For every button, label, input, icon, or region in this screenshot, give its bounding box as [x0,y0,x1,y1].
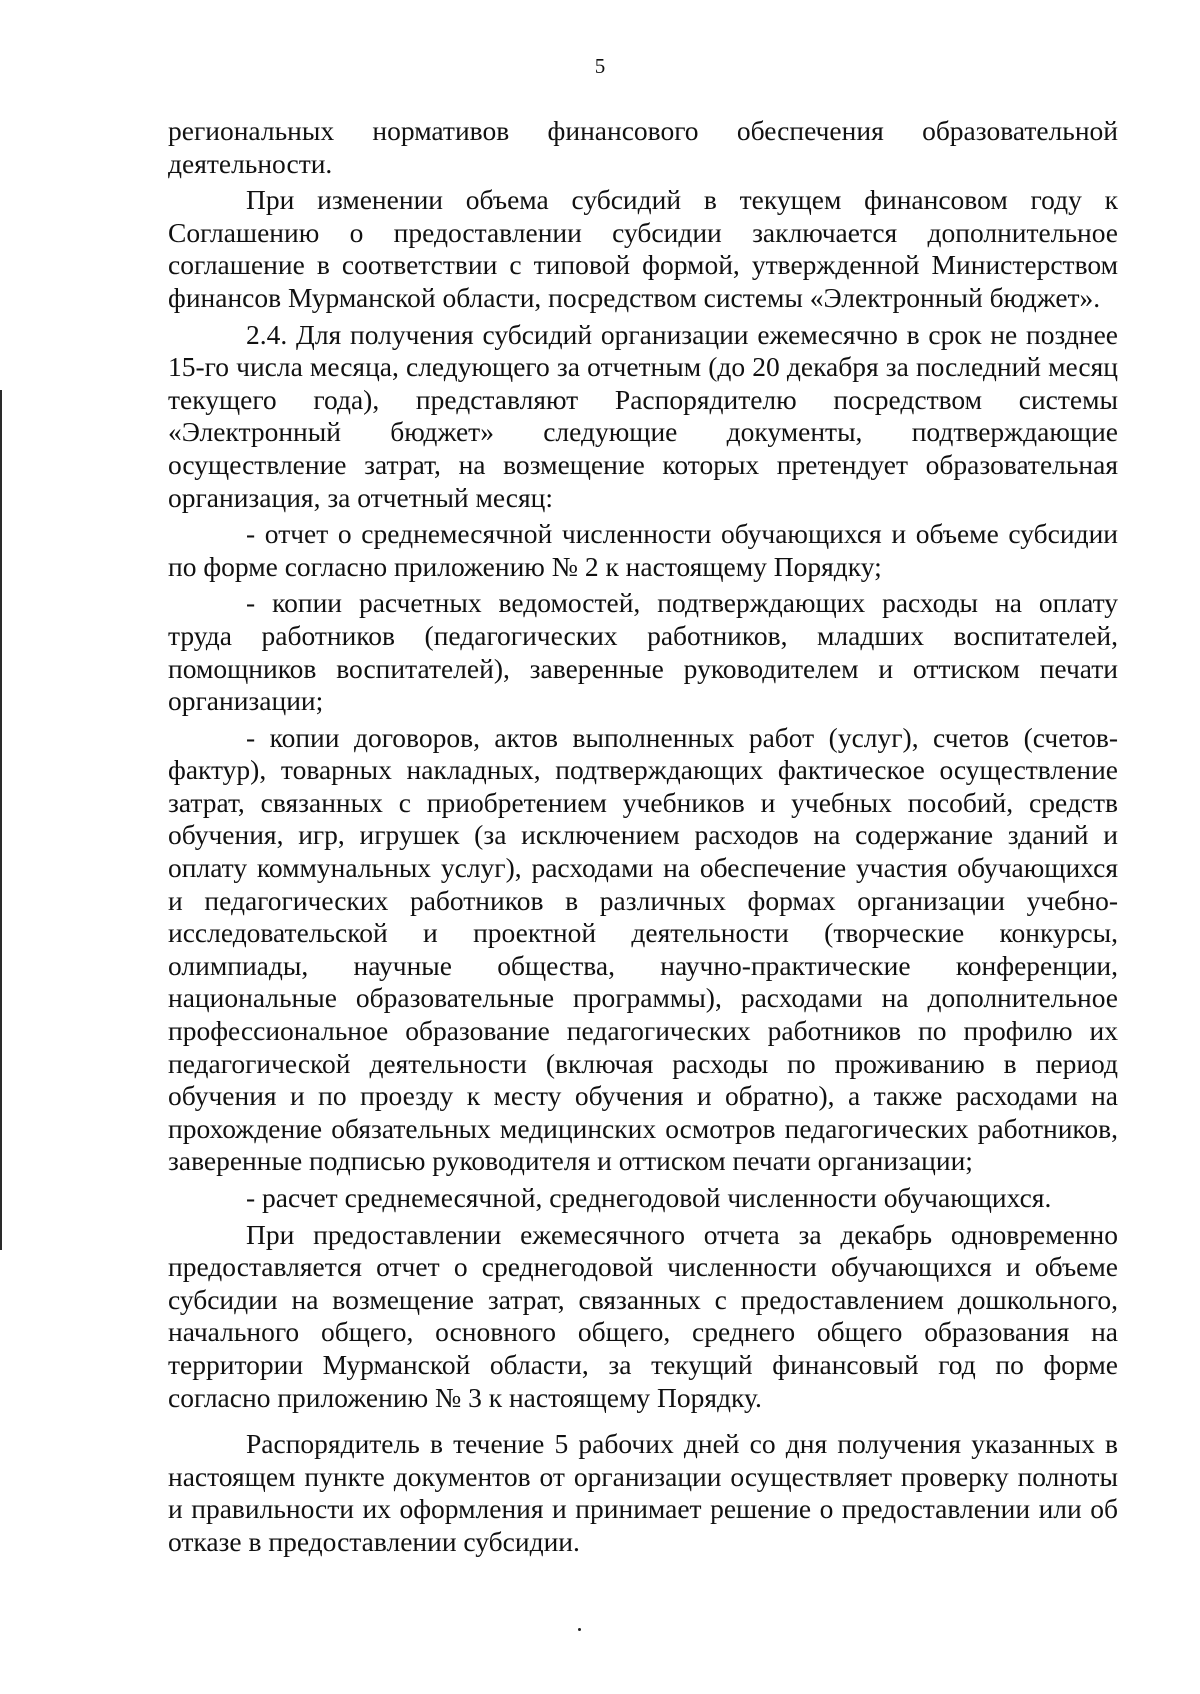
page-number: 5 [594,54,606,78]
paragraph-review: Распорядитель в течение 5 рабочих дней со дня получения указанных в настоящем пункте документов от организации осуществляет проверку полноты и правильности их оформления и принимает решение о предоставлении или об отказе в предоставлении субсидии. [168,1428,1118,1557]
paragraph-subsidy-change: При изменении объема субсидий в текущем финансовом году к Соглашению о предоставлении субсидии заключается дополнительное соглашение в соответствии с типовой формой, утвержденной Министерством финансов Мурманской области, посредством системы «Электронный бюджет». [168,184,1118,313]
paragraph-december-report: При предоставлении ежемесячного отчета за декабрь одновременно предоставляется отчет о среднегодовой численности обучающихся и объеме субсидии на возмещение затрат, связанных с предоставлением дошкольного, начального общего, основного общего, среднего общего образования на территории Мурманской области, за текущий финансовый год по форме согласно приложению № 3 к настоящему Порядку. [168,1218,1118,1413]
list-item-payroll-copies: - копии расчетных ведомостей, подтверждающих расходы на оплату труда работников (педагогических работников, младших воспитателей, помощников воспитателей), заверенные руководителем и оттиском печати организации; [168,587,1118,717]
paragraph-continuation: региональных нормативов финансового обеспечения образовательной деятельности. [168,115,1118,179]
list-item-report: - отчет о среднемесячной численности обучающихся и объеме субсидии по форме согласно приложению № 2 к настоящему Порядку; [168,518,1118,582]
list-item-calculation: - расчет среднемесячной, среднегодовой численности обучающихся. [246,1182,1052,1213]
scan-dot [578,1628,581,1631]
scan-edge-shadow [0,390,2,1250]
list-item-contract-copies: - копии договоров, актов выполненных работ (услуг), счетов (счетов-фактур), товарных накладных, подтверждающих фактическое осуществление затрат, связанных с приобретением учебников и учебных пособий, средств обучения, игр, игрушек (за исключением расходов на содержание зданий и оплату коммунальных услуг), расходами на обеспечение участия обучающихся и педагогических работников в различных формах организации учебно-исследовательской и проектной деятельности (творческие конкурсы, олимпиады, научные общества, научно-практические конференции, национальные образовательные программы), расходами на дополнительное профессиональное образование педагогических работников по профилю их педагогической деятельности (включая расходы по проживанию в период обучения и по проезду к месту обучения и обратно), а также расходами на прохождение обязательных медицинских осмотров педагогических работников, заверенные подписью руководителя и оттиском печати организации; [168,721,1118,1177]
paragraph-2-4: 2.4. Для получения субсидий организации ежемесячно в срок не позднее 15-го числа месяца, следующего за отчетным (до 20 декабря за последний месяц текущего года), представляют Распорядителю посредством системы «Электронный бюджет» следующие документы, подтверждающие осуществление затрат, на возмещение которых претендует образовательная организация, за отчетный месяц: [168,318,1118,513]
document-body [168,115,1118,1559]
